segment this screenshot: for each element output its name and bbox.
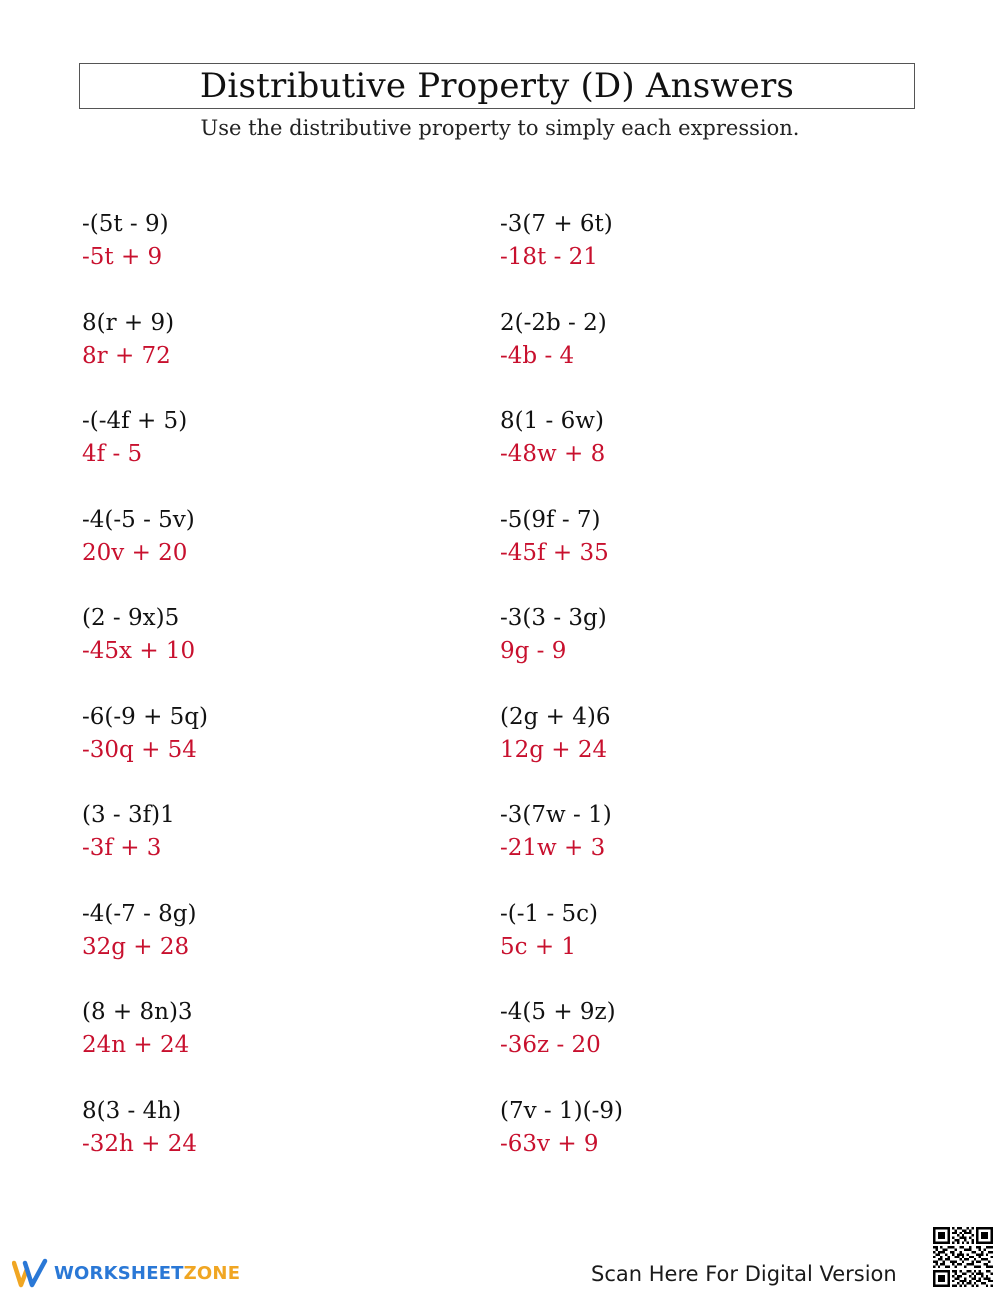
problem-item (500, 405, 880, 504)
problem-answer: -18t - 21 (500, 244, 598, 270)
problem-expression: -5(9f - 7) (500, 506, 601, 533)
problem-answer: -45x + 10 (82, 638, 196, 664)
problem-answer: 5c + 1 (500, 933, 577, 960)
problem-answer: -48w + 8 (500, 441, 606, 467)
problem-answer: -36z - 20 (500, 1032, 601, 1058)
problem-answer: -32h + 24 (82, 1130, 198, 1157)
problem-expression: 2(-2b - 2) (500, 309, 607, 336)
problem-answer: -45f + 35 (500, 539, 609, 566)
problem-item (500, 799, 880, 898)
problem-answer: 24n + 24 (82, 1032, 190, 1058)
problem-item (82, 405, 462, 504)
problem-item (500, 701, 880, 800)
problem-answer: 4f - 5 (82, 441, 143, 467)
worksheet-zone-logo-icon (12, 1257, 48, 1289)
problem-answer: -4b - 4 (500, 342, 575, 369)
problem-expression: -6(-9 + 5q) (82, 703, 209, 730)
problem-expression: 8(1 - 6w) (500, 408, 604, 434)
problem-expression: -3(7w - 1) (500, 802, 612, 828)
problem-expression: -3(3 - 3g) (500, 605, 607, 631)
problem-column-left (82, 208, 462, 1193)
problem-answer: -3f + 3 (82, 835, 162, 861)
problem-item (500, 504, 880, 603)
problem-expression: -4(-5 - 5v) (82, 506, 195, 533)
title-box (79, 63, 915, 109)
problem-expression: (2g + 4)6 (500, 703, 611, 730)
brand-name (54, 1263, 240, 1284)
problem-item (500, 307, 880, 406)
problem-item (500, 1095, 880, 1194)
problem-item (500, 208, 880, 307)
brand-name-part1: WORKSHEET (54, 1262, 184, 1284)
problem-answer: 32g + 28 (82, 933, 190, 960)
problem-item (500, 898, 880, 997)
problem-item (82, 799, 462, 898)
problem-expression: -(5t - 9) (82, 211, 169, 237)
brand-logo[interactable] (12, 1257, 240, 1289)
problem-item (82, 1095, 462, 1194)
brand-name-part2: ZONE (183, 1262, 241, 1284)
problem-item (82, 898, 462, 997)
scan-instruction: Scan Here For Digital Version (591, 1262, 897, 1286)
problem-item (82, 701, 462, 800)
problem-item (82, 208, 462, 307)
page-title: Distributive Property (D) Answers (199, 66, 795, 106)
problem-expression: 8(r + 9) (82, 309, 175, 336)
problem-expression: (7v - 1)(-9) (500, 1097, 623, 1124)
problem-expression: (8 + 8n)3 (82, 999, 193, 1025)
problem-expression: (3 - 3f)1 (82, 802, 175, 828)
problem-expression: 8(3 - 4h) (82, 1097, 182, 1124)
problem-expression: -(-1 - 5c) (500, 900, 599, 927)
problem-expression: -4(-7 - 8g) (82, 900, 197, 927)
problem-expression: -3(7 + 6t) (500, 211, 613, 237)
problem-answer: -21w + 3 (500, 835, 606, 861)
qr-code-icon[interactable] (933, 1227, 993, 1287)
problem-answer: -5t + 9 (82, 244, 163, 270)
problem-answer: 12g + 24 (500, 736, 608, 763)
instructions: Use the distributive property to simply each expression. (200, 116, 800, 140)
problem-answer: 9g - 9 (500, 638, 567, 664)
problem-item (82, 307, 462, 406)
problem-answer: 8r + 72 (82, 342, 171, 369)
problem-item (500, 996, 880, 1095)
problem-expression: -(-4f + 5) (82, 408, 188, 434)
problem-item (500, 602, 880, 701)
problem-answer: 20v + 20 (82, 539, 188, 566)
problem-answer: -30q + 54 (82, 736, 197, 763)
problem-answer: -63v + 9 (500, 1130, 599, 1157)
problem-item (82, 996, 462, 1095)
problem-item (82, 602, 462, 701)
problem-column-right (500, 208, 880, 1193)
problem-expression: -4(5 + 9z) (500, 999, 616, 1025)
problem-expression: (2 - 9x)5 (82, 605, 180, 631)
problem-item (82, 504, 462, 603)
